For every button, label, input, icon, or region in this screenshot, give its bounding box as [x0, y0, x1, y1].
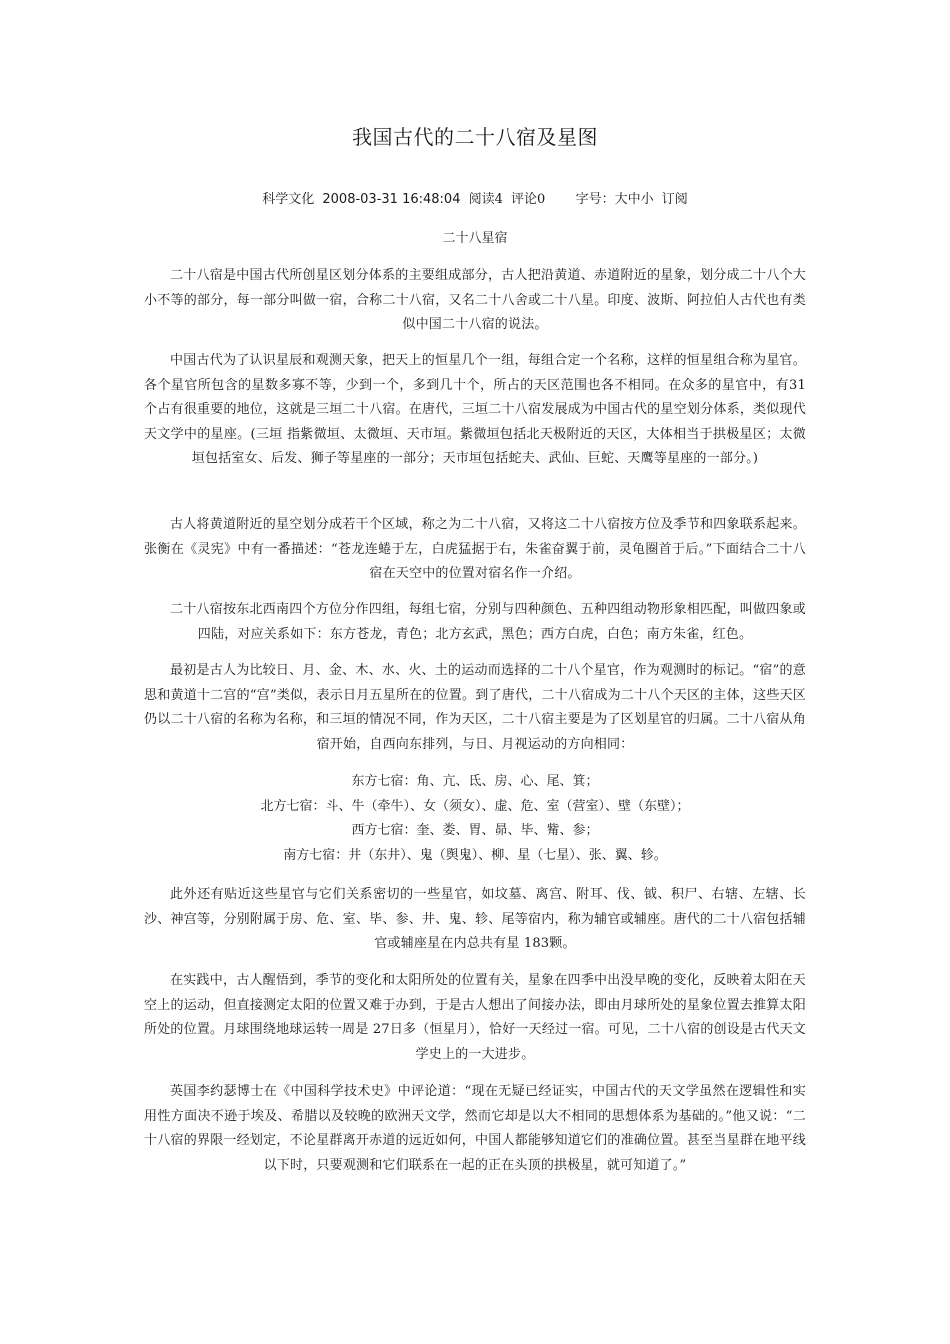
- paragraph-4: 二十八宿按东北西南四个方位分作四组，每组七宿，分别与四种颜色、五种四组动物形象相匹配，叫做四象或四陆，对应关系如下：东方苍龙，青色；北方玄武，黑色；西方白虎，白色；南方朱雀，红色。: [170, 602, 806, 642]
- paragraph-1: 二十八宿是中国古代所创星区划分体系的主要组成部分，古人把沿黄道、赤道附近的星象，划分成二十八个大小不等的部分，每一部分叫做一宿，合称二十八宿，又名二十八舍或二十八星。印度、波斯、阿拉伯人古代也有类似中国二十八宿的说法。: [144, 268, 806, 332]
- page-title: 我国古代的二十八宿及星图: [352, 125, 598, 149]
- paragraph-8: 英国李约瑟博士在《中国科学技术史》中评论道：“现在无疑已经证实，中国古代的天文学虽然在逻辑性和实用性方面决不逊于埃及、希腊以及较晚的欧洲天文学，然而它却是以大不相同的思想体系为基础的。”他又说：“二十八宿的界限一经划定，不论星群离开赤道的远近如何，中国人都能够知道它们的准确位置。甚至当星群在地平线以下时，只要观测和它们联系在一起的正在头顶的拱极星，就可知道了。”: [144, 1084, 806, 1173]
- west-mansions-line: 西方七宿：奎、娄、胃、昴、毕、觜、参；: [351, 823, 599, 838]
- north-mansions-line: 北方七宿：斗、牛（牵牛）、女（须女）、虚、危、室（营室）、壁（东壁）；: [260, 799, 690, 814]
- font-size-control[interactable]: 字号：大中小: [575, 192, 654, 207]
- paragraph-3: 古人将黄道附近的星空划分成若干个区域，称之为二十八宿，又将这二十八宿按方位及季节和四象联系起来。张衡在《灵宪》中有一番描述：“苍龙连蜷于左，白虎猛据于右，朱雀奋翼于前，灵龟圈首于后。”下面结合二十八宿在天空中的位置对宿名作一介绍。: [144, 517, 806, 581]
- paragraph-7: 在实践中，古人醒悟到，季节的变化和太阳所处的位置有关，星象在四季中出没早晚的变化，反映着太阳在天空上的运动，但直接测定太阳的位置又难于办到，于是古人想出了间接办法，即由月球所处的星象位置去推算太阳所处的位置。月球围绕地球运转一周是 27日多（恒星月），恰好一天经过一宿。可见，二十八宿的创设是古代天文学史上的一大进步。: [144, 973, 806, 1062]
- south-mansions-line: 南方七宿：井（东井）、鬼（舆鬼）、柳、星（七星）、张、翼、轸。: [283, 848, 667, 863]
- paragraph-5: 最初是古人为比较日、月、金、木、水、火、土的运动而选择的二十八个星官，作为观测时的标记。“宿”的意思和黄道十二宫的“宫”类似，表示日月五星所在的位置。到了唐代，二十八宿成为二十八个天区的主体，这些天区仍以二十八宿的名称为名称，和三垣的情况不同，作为天区，二十八宿主要是为了区划星官的归属。二十八宿从角宿开始，自西向东排列，与日、月视运动的方向相同：: [144, 663, 806, 752]
- read-count: 阅读4: [468, 192, 503, 207]
- east-mansions-line: 东方七宿：角、亢、氐、房、心、尾、箕；: [351, 774, 599, 789]
- post-datetime: 2008-03-31 16:48:04: [322, 192, 461, 207]
- paragraph-2: 中国古代为了认识星辰和观测天象，把天上的恒星几个一组，每组合定一个名称，这样的恒星组合称为星官。各个星官所包含的星数多寡不等，少到一个，多到几十个，所占的天区范围也各不相同。在众多的星官中，有31个占有很重要的地位，这就是三垣二十八宿。在唐代，三垣二十八宿发展成为中国古代的星空划分体系，类似现代天文学中的星座。(三垣 指紫微垣、太微垣、天市垣。紫微垣包括北天极附近的天区，大体相当于拱极星区；太微垣包括室女、后发、狮子等星座的一部分；天市垣包括蛇夫、武仙、巨蛇、天鹰等星座的一部分。): [144, 353, 806, 466]
- subscribe-link[interactable]: 订阅: [661, 192, 688, 207]
- article-meta: [0, 190, 950, 210]
- paragraph-6: 此外还有贴近这些星官与它们关系密切的一些星官，如坟墓、离宫、附耳、伐、钺、积尸、右辖、左辖、长沙、神宫等，分别附属于房、危、室、毕、参、井、鬼、轸、尾等宿内，称为辅官或辅座。唐代的二十八宿包括辅官或辅座星在内总共有星 183颗。: [144, 887, 806, 951]
- category-link[interactable]: 科学文化: [262, 192, 315, 207]
- section-subtitle: 二十八星宿: [442, 231, 508, 246]
- comment-count-link[interactable]: 评论0: [511, 192, 546, 207]
